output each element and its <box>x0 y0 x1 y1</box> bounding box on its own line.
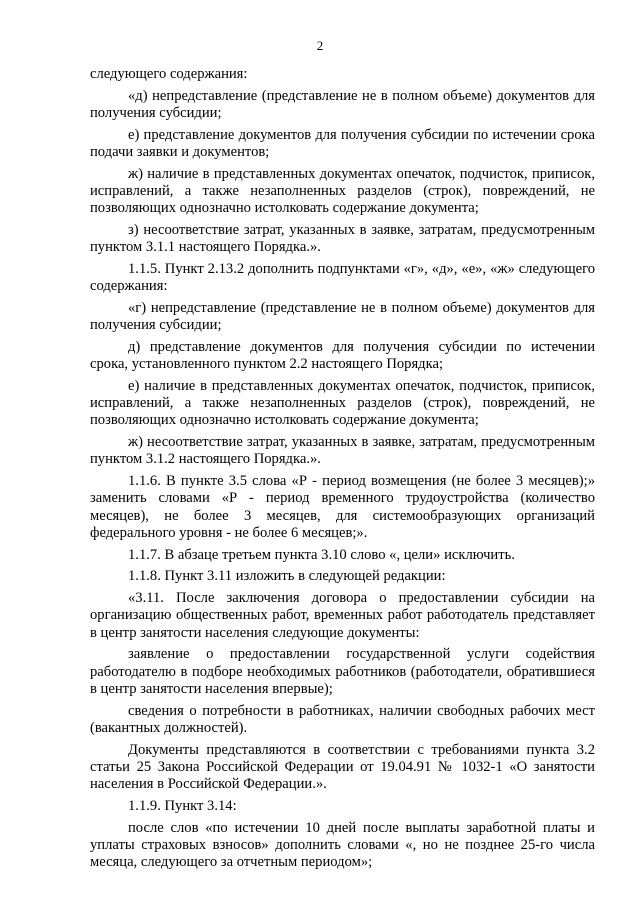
paragraph: следующего содержания: <box>90 66 248 82</box>
paragraph: е) представление документов для получения субсидии по истечении срока подачи заявки и документов; <box>90 126 595 160</box>
document-body <box>90 66 595 872</box>
paragraph: ж) наличие в представленных документах опечаток, подчисток, приписок, исправлений, а также незаполненных разделов (строк), повреждений, не позволяющих однозначно истолковать содержание документа; <box>90 165 595 217</box>
paragraph: д) представление документов для получения субсидии по истечении срока, установленного пунктом 2.2 настоящего Порядка; <box>90 338 595 373</box>
paragraph: «3.11. После заключения договора о предоставлении субсидии на организацию общественных работ, временных работ работодатель представляет в центр занятости населения следующие документы: <box>90 590 595 641</box>
paragraph: 1.1.5. Пункт 2.13.2 дополнить подпунктами «г», «д», «е», «ж» следующего содержания: <box>90 260 595 295</box>
paragraph: «г) непредставление (представление не в полном объеме) документов для получения субсидии; <box>90 299 595 334</box>
paragraph: 1.1.8. Пункт 3.11 изложить в следующей редакции: <box>128 568 446 585</box>
paragraph: заявление о предоставлении государственной услуги содействия работодателю в подборе необходимых работников (работодатели, обратившиеся в центр занятости населения впервые); <box>90 646 595 697</box>
paragraph: ж) несоответствие затрат, указанных в заявке, затратам, предусмотренным пунктом 3.1.2 настоящего Порядка.». <box>90 434 595 468</box>
paragraph: сведения о потребности в работниках, наличии свободных рабочих мест (вакантных должностей). <box>90 702 595 736</box>
paragraph: 1.1.7. В абзаце третьем пункта 3.10 слово «, цели» исключить. <box>128 546 515 563</box>
page-number: 2 <box>316 38 324 53</box>
paragraph: з) несоответствие затрат, указанных в заявке, затратам, предусмотренным пунктом 3.1.1 настоящего Порядка.». <box>90 221 595 256</box>
paragraph: 1.1.6. В пункте 3.5 слова «Р - период возмещения (не более 3 месяцев);» заменить словами «Р - период временного трудоустройства (количество месяцев), не более 3 месяцев, для системообразующих организаций федерального уровня - не более 6 месяцев;». <box>90 473 595 542</box>
paragraph: 1.1.9. Пункт 3.14: <box>128 797 237 814</box>
paragraph: «д) непредставление (представление не в полном объеме) документов для получения субсидии; <box>90 87 595 121</box>
paragraph: Документы представляются в соответствии с требованиями пункта 3.2 статьи 25 Закона Российской Федерации от 19.04.91 № 1032-1 «О занятости населения в Российской Федерации.». <box>90 741 595 793</box>
paragraph: е) наличие в представленных документах опечаток, подчисток, приписок, исправлений, а также незаполненных разделов (строк), повреждений, не позволяющих однозначно истолковать содержание документа; <box>90 377 595 429</box>
paragraph: после слов «по истечении 10 дней после выплаты заработной платы и уплаты страховых взносов» дополнить словами «, но не позднее 25-го числа месяца, следующего за отчетным периодом»; <box>90 819 595 871</box>
